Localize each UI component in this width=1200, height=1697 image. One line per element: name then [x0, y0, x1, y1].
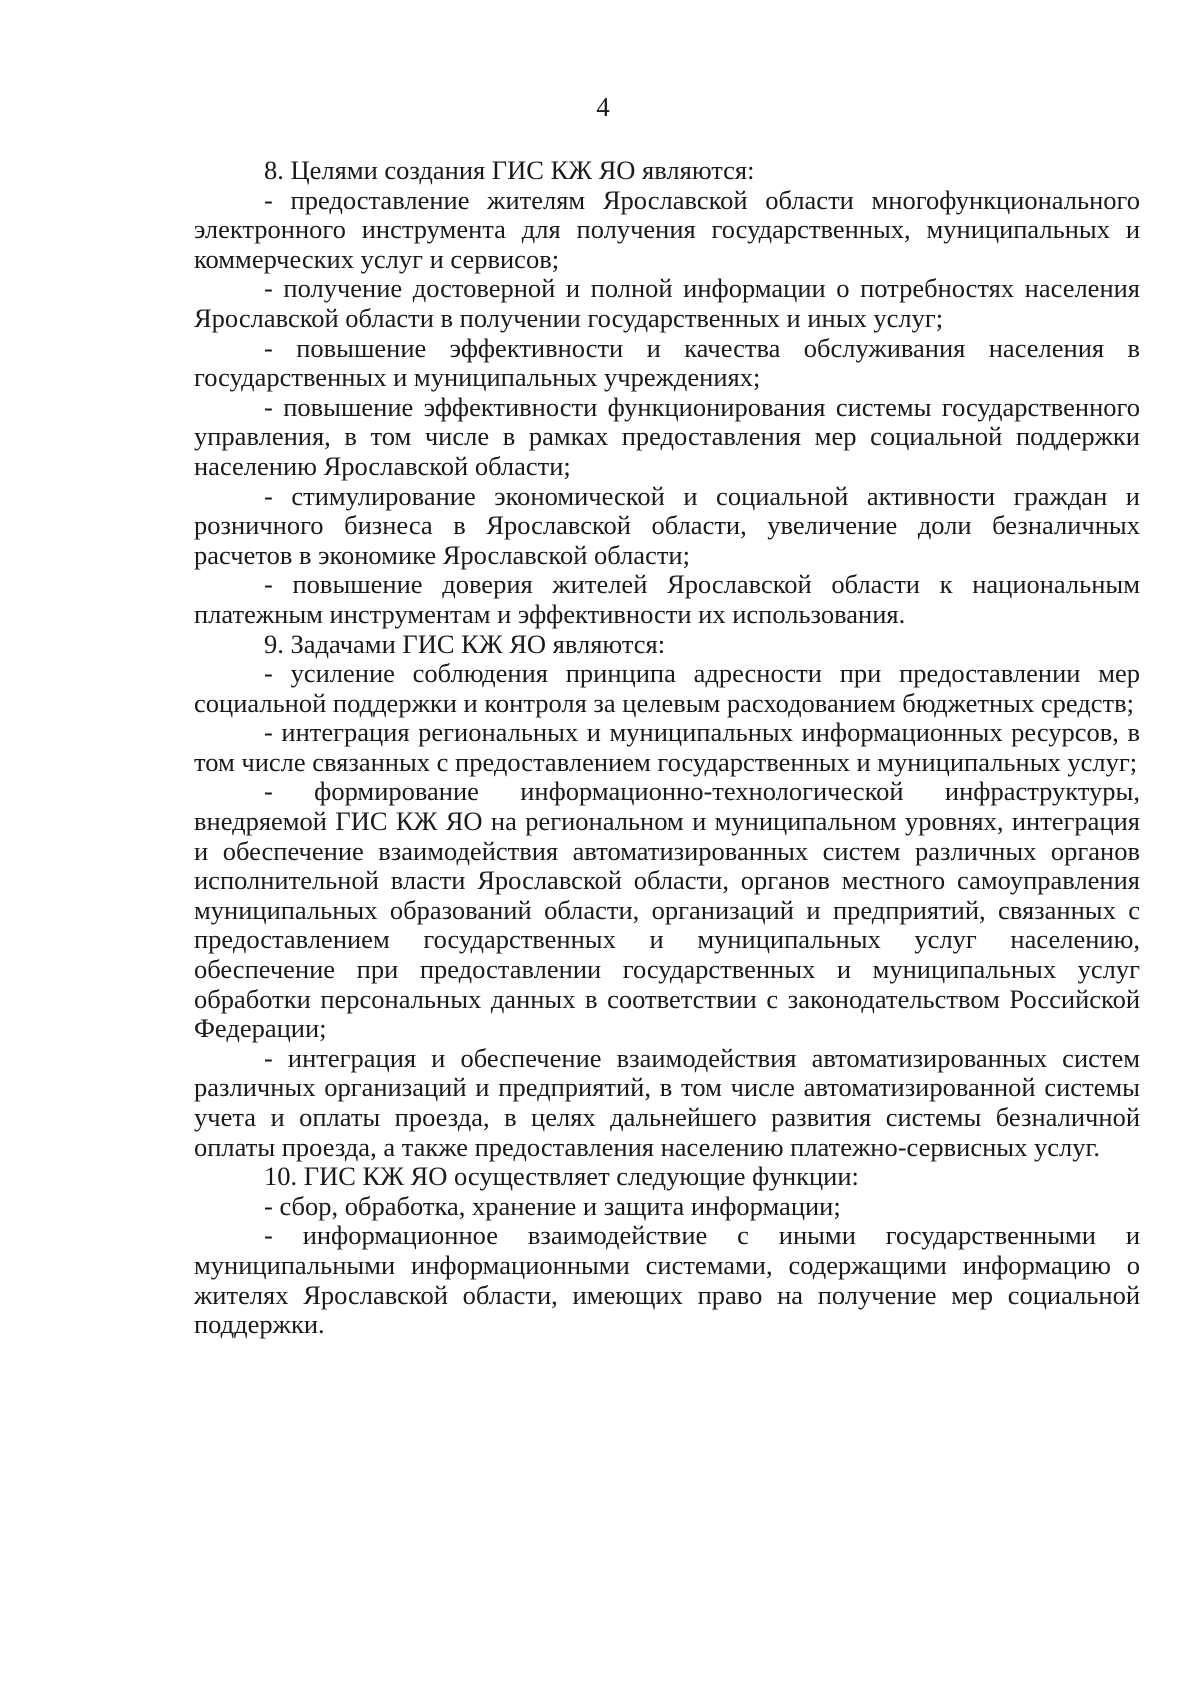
list-item: - повышение доверия жителей Ярославской области к национальным платежным инструментам и эффективности их использования.: [194, 569, 1140, 629]
list-item: - получение достоверной и полной информации о потребностях населения Ярославской области в получении государственных и иных услуг;: [194, 273, 1140, 333]
list-item: - интеграция региональных и муниципальных информационных ресурсов, в том числе связанных с предоставлением государственных и муниципальных услуг;: [194, 717, 1140, 777]
document-body: [194, 156, 1140, 1340]
list-item: - повышение эффективности функционирования системы государственного управления, в том числе в рамках предоставления мер социальной поддержки населению Ярославской области;: [194, 391, 1140, 481]
list-item: - сбор, обработка, хранение и защита информации;: [264, 1190, 841, 1221]
section-8-heading: 8. Целями создания ГИС КЖ ЯО являются:: [264, 155, 755, 185]
list-item: - информационное взаимодействие с иными государственными и муниципальными информационными системами, содержащими информацию о жителях Ярославской области, имеющих право на получение мер социальной поддержки.: [194, 1220, 1140, 1340]
list-item: - интеграция и обеспечение взаимодействия автоматизированных систем различных организаций и предприятий, в том числе автоматизированной системы учета и оплаты проезда, в целях дальнейшего развития системы безналичной оплаты проезда, а также предоставления населению платежно-сервисных услуг.: [194, 1042, 1140, 1162]
list-item: - повышение эффективности и качества обслуживания населения в государственных и муниципальных учреждениях;: [194, 332, 1140, 393]
page-number: 4: [596, 92, 610, 122]
section-9-heading: 9. Задачами ГИС КЖ ЯО являются:: [264, 628, 666, 659]
list-item: - стимулирование экономической и социальной активности граждан и розничного бизнеса в Ярославской области, увеличение доли безналичных расчетов в экономике Ярославской области;: [194, 480, 1140, 570]
list-item: - формирование информационно-технологической инфраструктуры, внедряемой ГИС КЖ ЯО на региональном и муниципальном уровнях, интеграция и обеспечение взаимодействия автоматизированных систем различных органов исполнительной власти Ярославской области, органов местного самоуправления муниципальных образований области, организаций и предприятий, связанных с предоставлением государственных и муниципальных услуг населению, обеспечение при предоставлении государственных и муниципальных услуг обработки персональных данных в соответствии с законодательством Российской Федерации;: [194, 776, 1140, 1044]
section-10-heading: 10. ГИС КЖ ЯО осуществляет следующие функции:: [264, 1161, 859, 1192]
list-item: - предоставление жителям Ярославской области многофункционального электронного инструмента для получения государственных, муниципальных и коммерческих услуг и сервисов;: [194, 184, 1140, 274]
list-item: - усиление соблюдения принципа адресности при предоставлении мер социальной поддержки и контроля за целевым расходованием бюджетных средств;: [194, 658, 1140, 718]
